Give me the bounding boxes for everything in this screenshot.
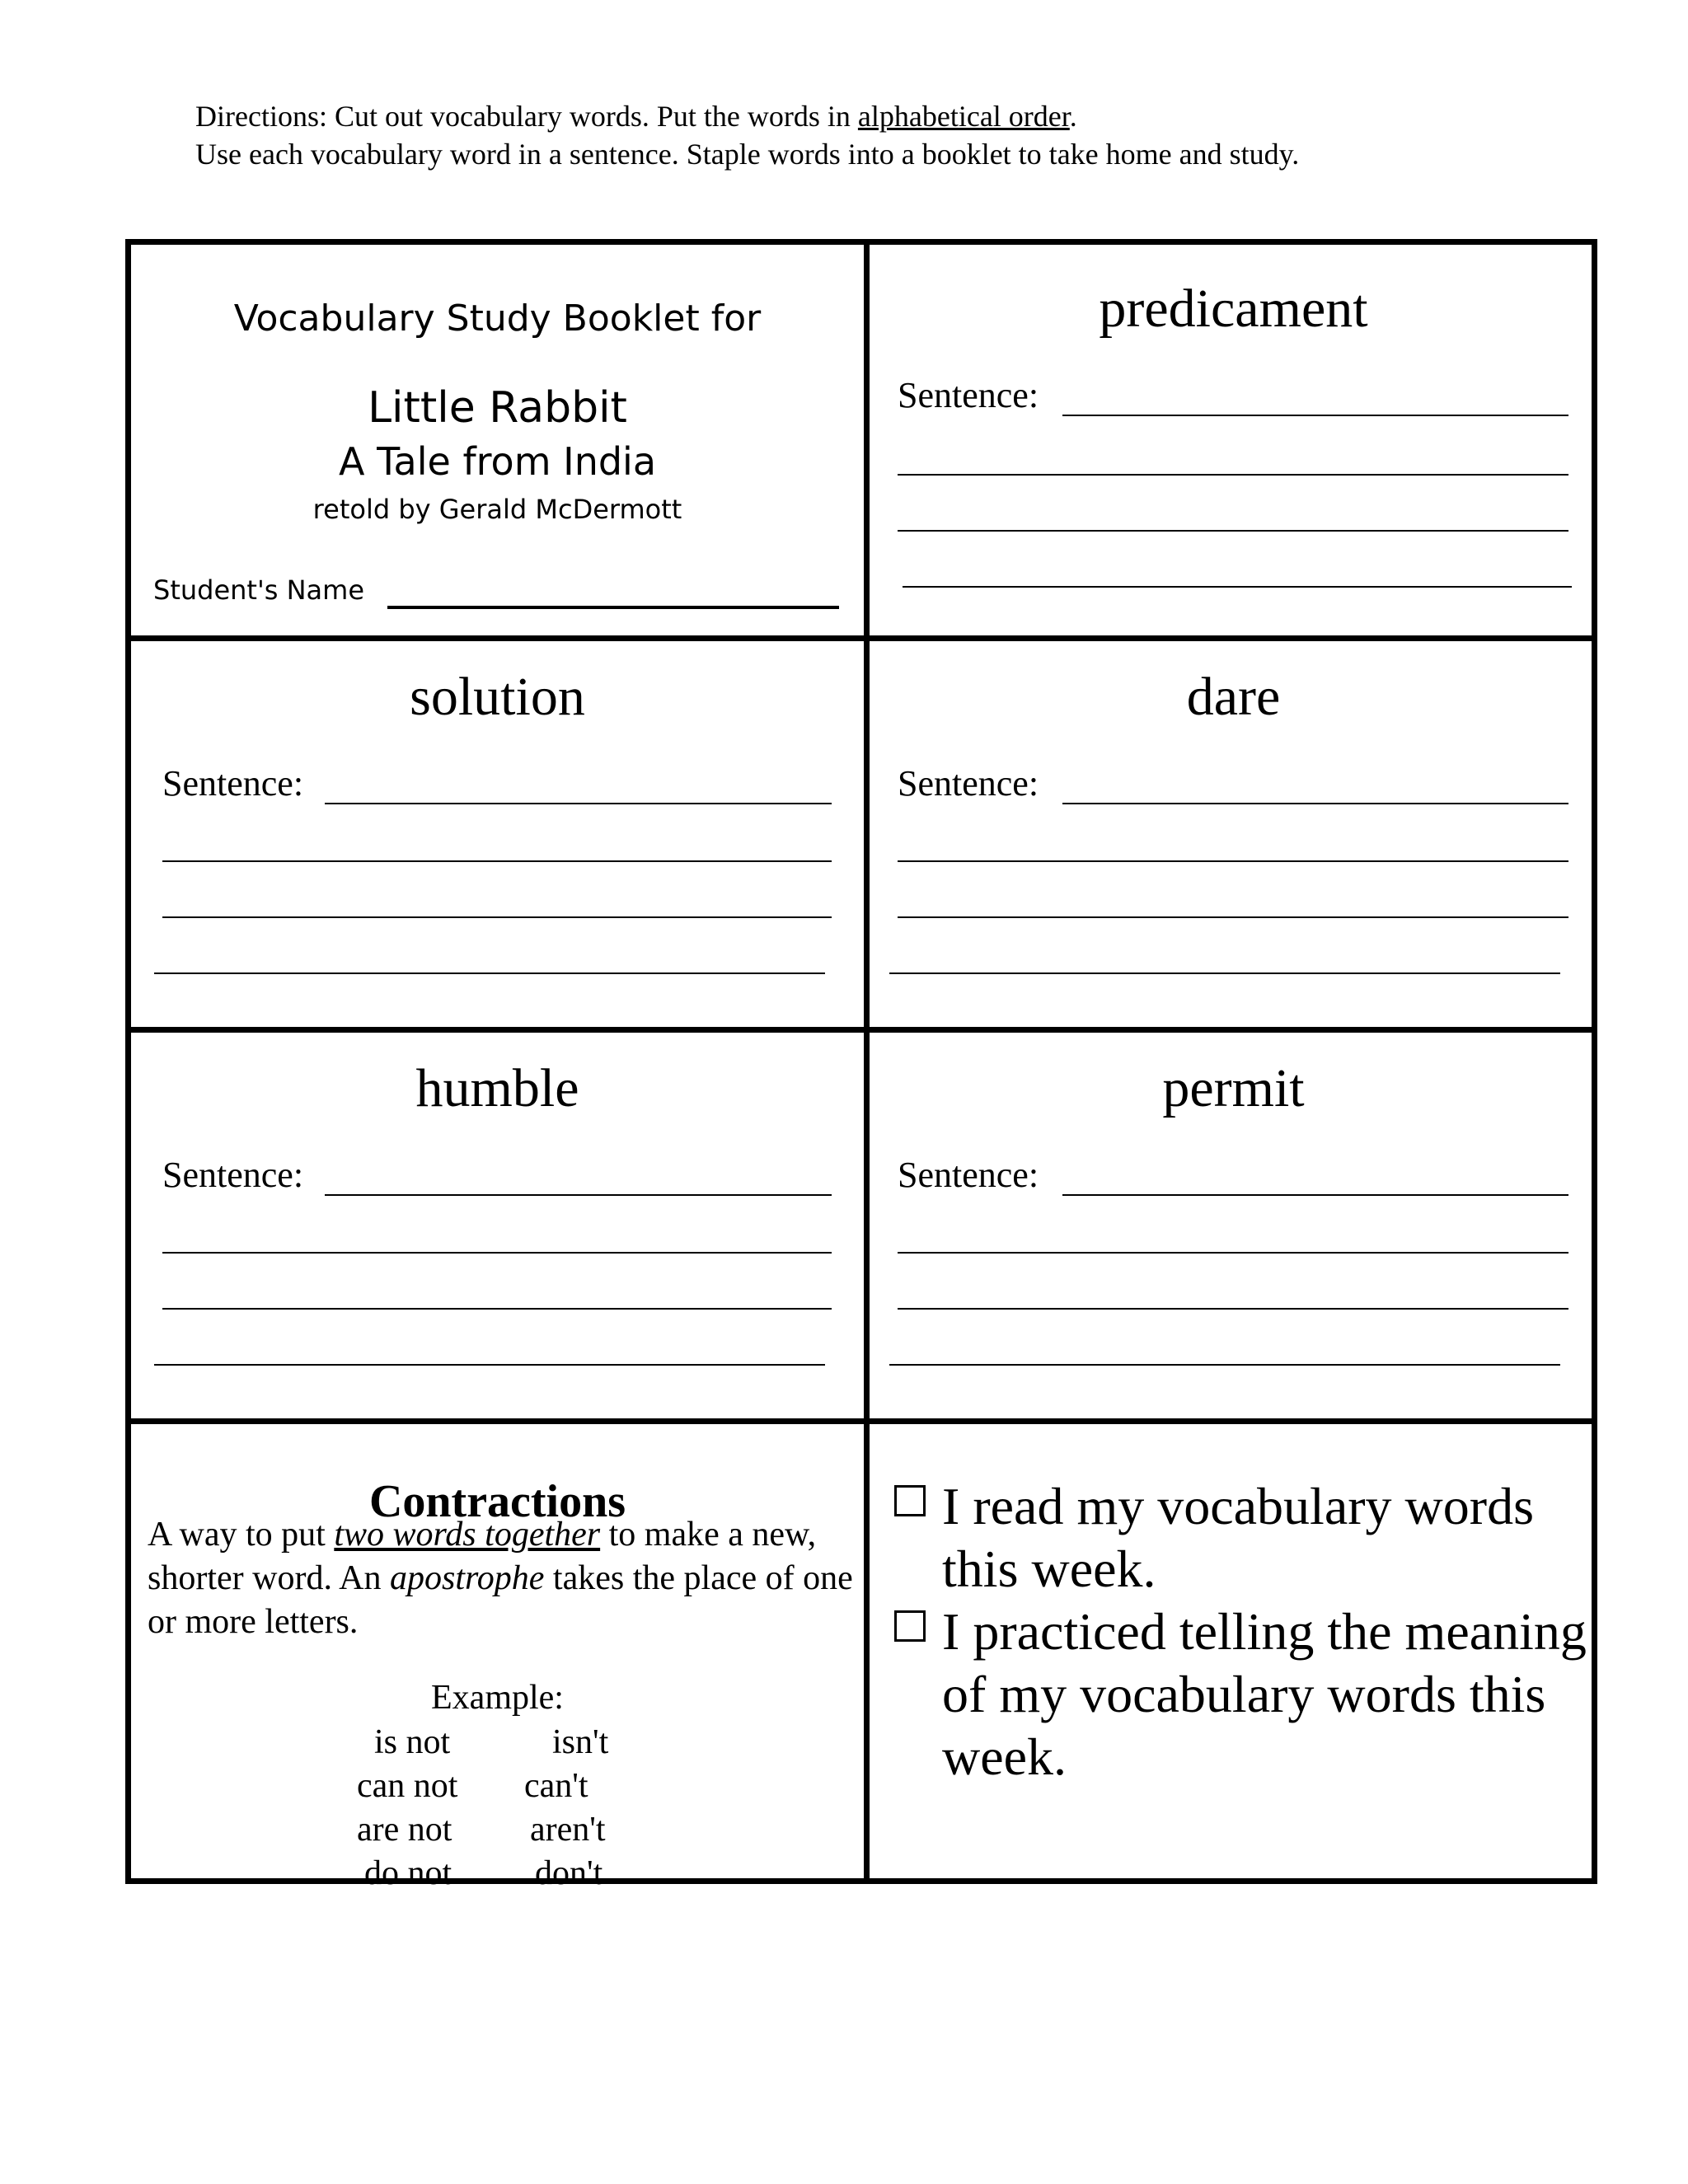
- vocab-word: permit: [1162, 1058, 1305, 1118]
- checklist-item-label: I read my vocabulary words this week.: [942, 1477, 1534, 1598]
- sentence-line[interactable]: [1062, 1194, 1568, 1196]
- sentence-line[interactable]: [325, 1194, 832, 1196]
- example-short: aren't: [530, 1811, 606, 1849]
- book-author: retold by Gerald McDermott: [312, 494, 682, 525]
- vocab-word: humble: [415, 1058, 579, 1118]
- sentence-line[interactable]: [898, 916, 1568, 918]
- word-card-permit: [870, 1033, 1597, 1418]
- directions-line-2: Use each vocabulary word in a sentence. Staple words into a booklet to take home and study.: [195, 138, 1300, 171]
- student-name-line[interactable]: [387, 606, 839, 609]
- sentence-label: Sentence:: [162, 763, 304, 804]
- sentence-line[interactable]: [154, 972, 825, 974]
- sentence-line[interactable]: [162, 916, 832, 918]
- sentence-line[interactable]: [1062, 415, 1568, 416]
- grid-divider-row-1: [131, 635, 1592, 641]
- sentence-line[interactable]: [162, 1252, 832, 1254]
- sentence-label: Sentence:: [898, 763, 1039, 804]
- alphabetical-order-text: alphabetical order: [857, 100, 1070, 133]
- sentence-label: Sentence:: [898, 375, 1039, 415]
- sentence-line[interactable]: [162, 1308, 832, 1310]
- example-full: do not: [364, 1854, 452, 1892]
- directions-line-1: [195, 97, 1597, 135]
- sentence-line[interactable]: [898, 530, 1568, 532]
- example-short: can't: [524, 1767, 588, 1805]
- vocabulary-grid: [125, 239, 1597, 1892]
- vocab-word: dare: [1186, 667, 1281, 727]
- checklist-item-practiced[interactable]: [894, 1601, 1587, 1798]
- vocab-word: solution: [410, 667, 585, 727]
- contractions-description: [148, 1513, 856, 1644]
- sentence-line[interactable]: [889, 1364, 1560, 1366]
- two-words-together-text: two words together: [334, 1516, 601, 1554]
- word-card-solution: [131, 641, 864, 1027]
- sentence-line[interactable]: [898, 474, 1568, 476]
- example-full: can not: [357, 1767, 458, 1805]
- checklist-item-read[interactable]: [894, 1475, 1578, 1607]
- booklet-title-card: [131, 245, 864, 635]
- booklet-heading: Vocabulary Study Booklet for: [233, 298, 762, 340]
- sentence-label: Sentence:: [898, 1155, 1039, 1195]
- sentence-line[interactable]: [162, 860, 832, 862]
- example-label: Example:: [431, 1679, 564, 1717]
- checklist-card: [870, 1424, 1597, 1878]
- example-short: don't: [535, 1854, 603, 1892]
- sentence-line[interactable]: [898, 860, 1568, 862]
- checkbox[interactable]: [894, 1610, 926, 1642]
- checkbox[interactable]: [894, 1485, 926, 1516]
- sentence-line[interactable]: [903, 586, 1572, 588]
- book-subtitle: A Tale from India: [338, 439, 657, 484]
- sentence-line[interactable]: [898, 1252, 1568, 1254]
- checklist-item-label: I practiced telling the meaning of my vocabulary words this week.: [942, 1602, 1587, 1786]
- directions-period: .: [1069, 100, 1077, 133]
- directions-text: Directions: Cut out vocabulary words. Put the words in: [195, 100, 858, 133]
- example-full: are not: [357, 1811, 452, 1849]
- sentence-line[interactable]: [889, 972, 1560, 974]
- grid-divider-row-2: [131, 1027, 1592, 1033]
- sentence-line[interactable]: [898, 1308, 1568, 1310]
- example-short: isn't: [552, 1723, 609, 1761]
- contractions-card: [131, 1424, 864, 1892]
- sentence-line[interactable]: [325, 803, 832, 804]
- vocab-word: predicament: [1099, 279, 1368, 339]
- grid-divider-row-3: [131, 1418, 1592, 1424]
- directions: [195, 97, 1597, 173]
- sentence-label: Sentence:: [162, 1155, 304, 1195]
- example-full: is not: [374, 1723, 451, 1761]
- word-card-predicament: [870, 245, 1597, 635]
- sentence-line[interactable]: [154, 1364, 825, 1366]
- grid-divider-vertical: [864, 245, 870, 1878]
- book-title: Little Rabbit: [368, 383, 627, 433]
- word-card-humble: [131, 1033, 864, 1418]
- apostrophe-text: apostrophe: [389, 1559, 545, 1597]
- description-text: to make a new, shorter word. An: [148, 1516, 817, 1597]
- word-card-dare: [870, 641, 1597, 1027]
- contractions-title: Contractions: [368, 1476, 626, 1527]
- description-text: takes the place of one or more letters.: [148, 1559, 853, 1641]
- sentence-line[interactable]: [1062, 803, 1568, 804]
- student-name-label: Student's Name: [153, 574, 365, 606]
- description-text: A way to put: [148, 1516, 335, 1554]
